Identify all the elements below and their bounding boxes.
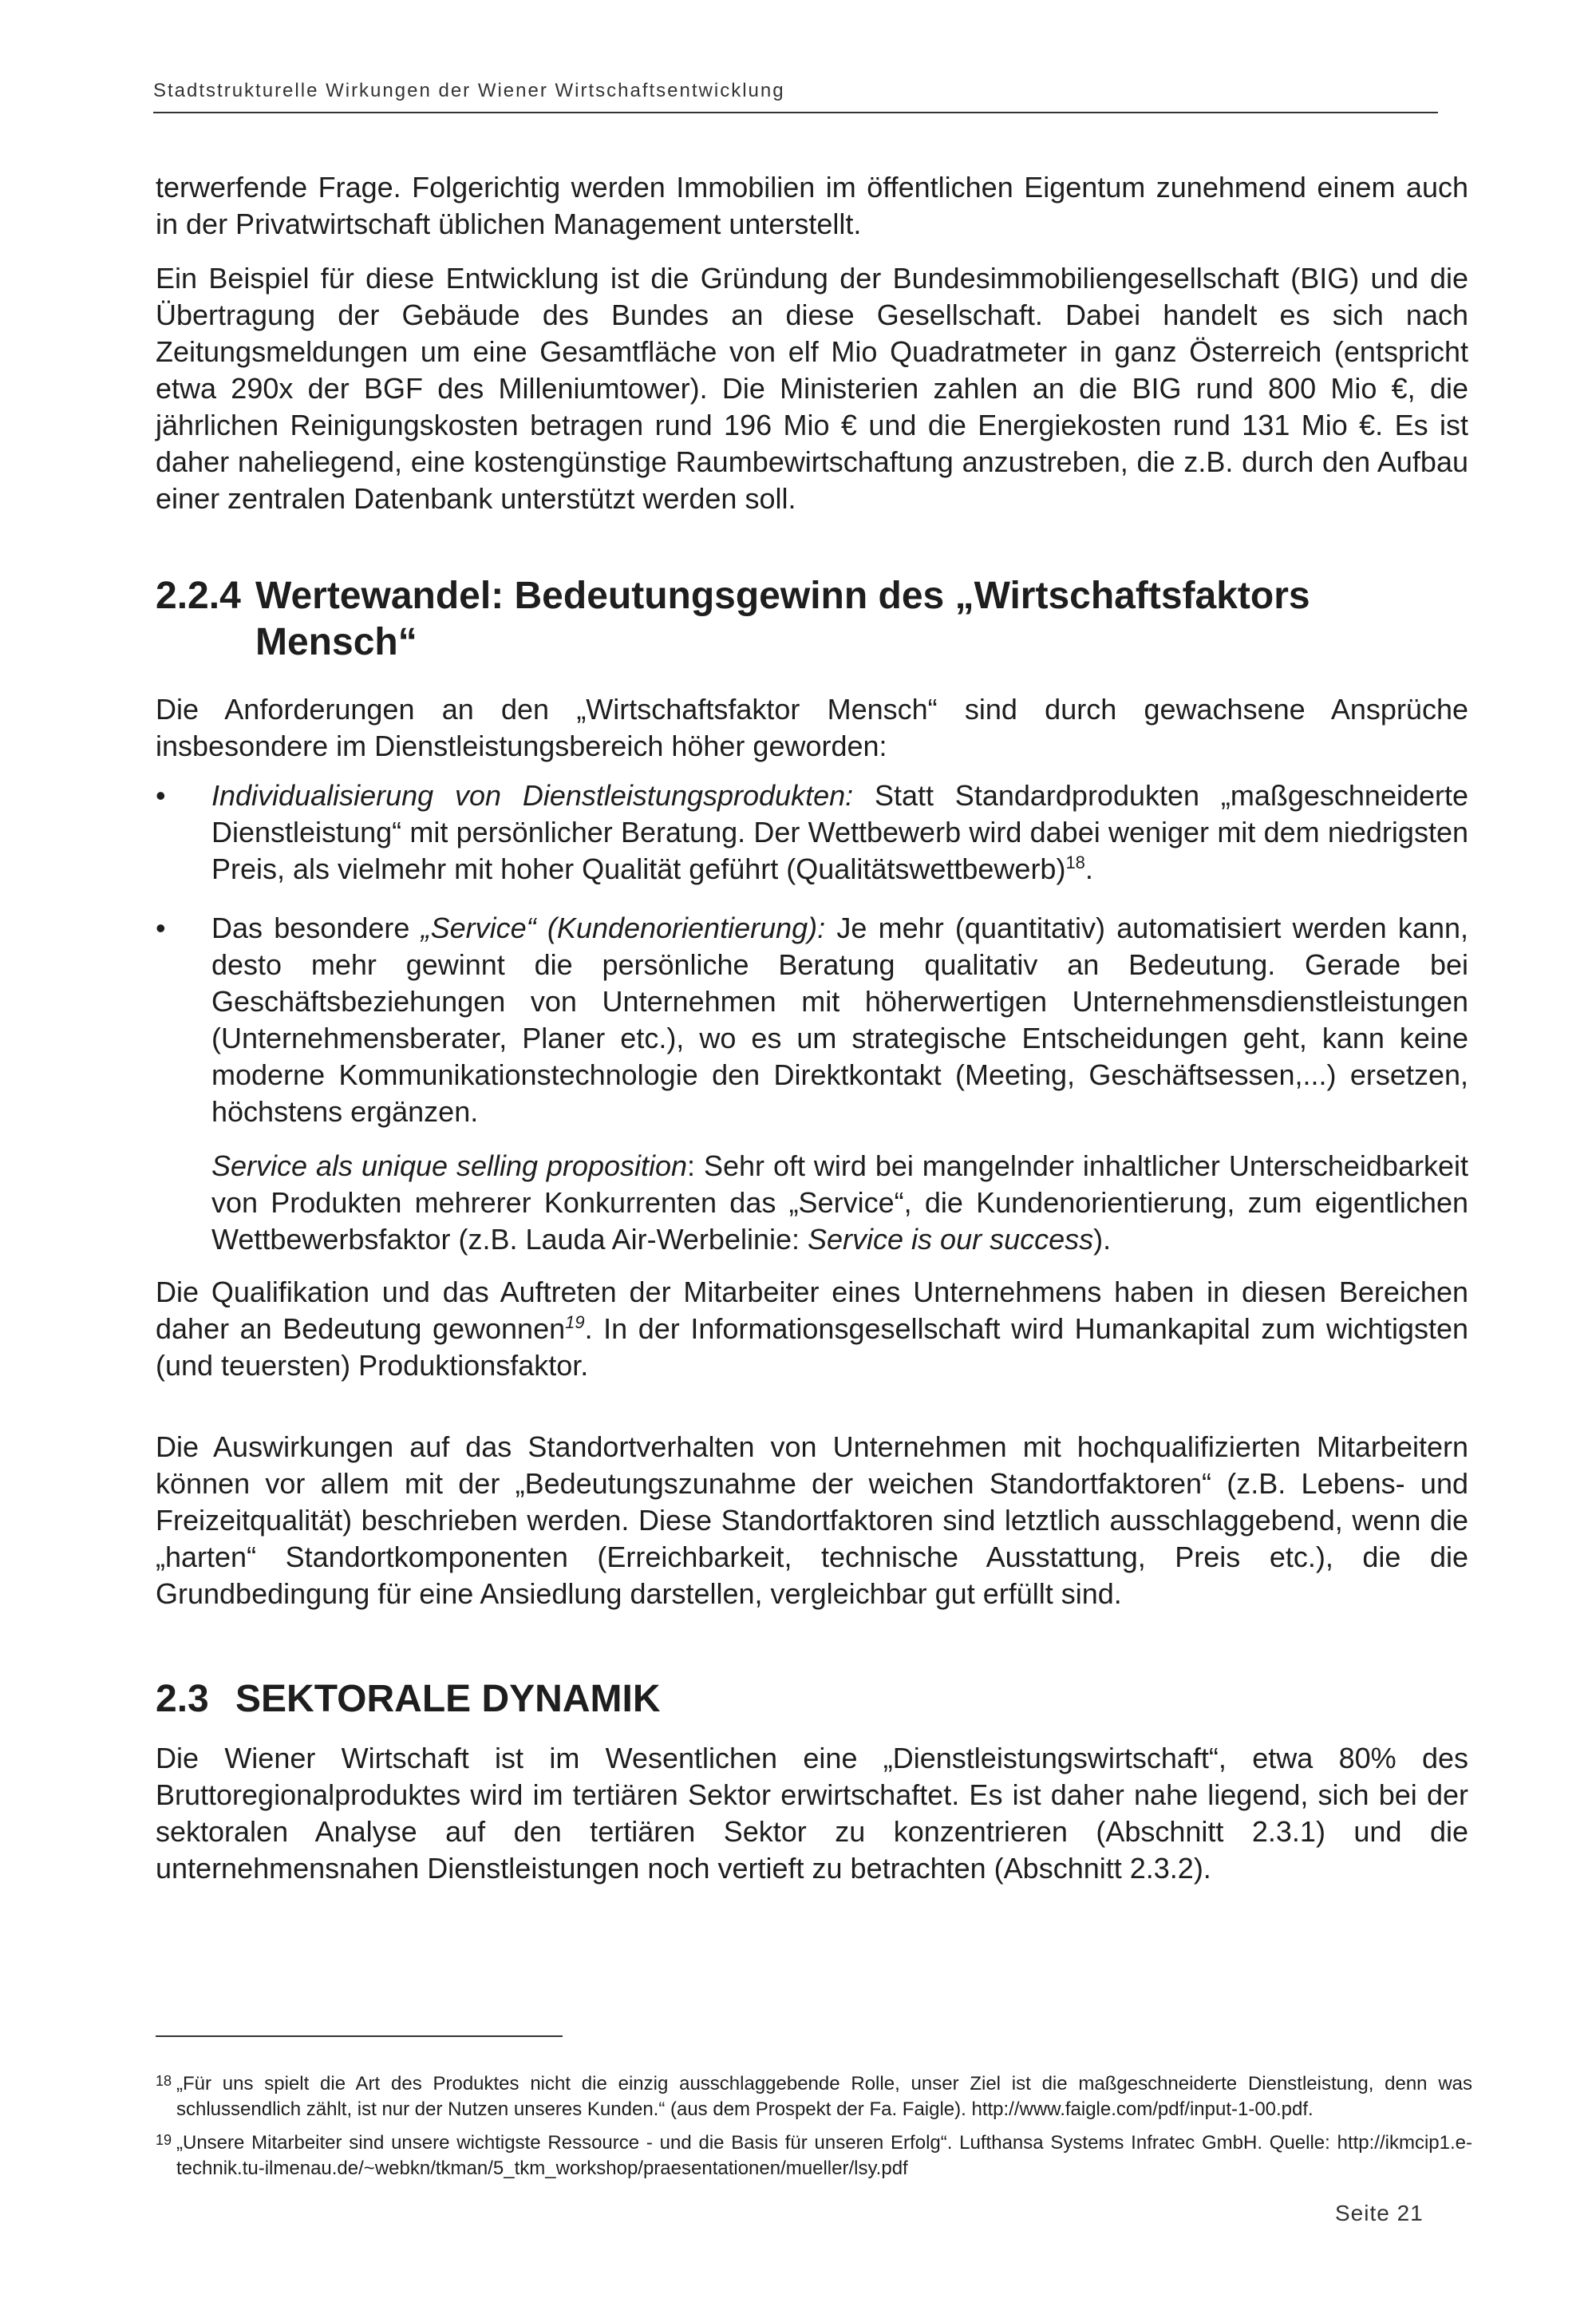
- usp-slogan: Service is our success: [808, 1223, 1094, 1256]
- paragraph: Die Auswirkungen auf das Standortverhalten von Unternehmen mit hochqualifizierten Mitarbeitern können vor allem mit der „Bedeutungszunahme der weichen Standortfaktoren“ (z.B. Lebens- und Freizeitqualität) beschrieben werden. Diese Standortfaktoren sind letztlich ausschlaggebend, wenn die „harten“ Standortkomponenten (Erreichbarkeit, technische Ausstattung, Preis etc.), die die Grundbedingung für eine Ansiedlung darstellen, vergleichbar gut erfüllt sind.: [156, 1430, 1468, 1610]
- item-prefix: Das besondere: [211, 912, 421, 944]
- paragraph: Die Anforderungen an den „Wirtschaftsfaktor Mensch“ sind durch gewachsene Ansprüche insbesondere im Dienstleistungsbereich höher geworden:: [156, 693, 1468, 762]
- footnote-mark: 18: [156, 2073, 172, 2089]
- item-lead: Individualisierung von Dienstleistungsprodukten:: [211, 779, 854, 812]
- section-heading-2-2-4: [156, 573, 1468, 666]
- section-title: SEKTORALE DYNAMIK: [235, 1678, 661, 1720]
- footnote-ref: 19: [565, 1312, 585, 1332]
- footnote-divider: [156, 2035, 563, 2037]
- item-text: Je mehr (quantitativ) automatisiert werden kann, desto mehr gewinnt die persönliche Beratung qualitativ an Bedeutung. Gerade bei Geschäftsbeziehungen von Unternehmen mit höherwertigen Unternehmensdienstleistungen (Unternehmensberater, Planer etc.), wo es um strategische Entscheidungen geht, kann keine moderne Kommunikationstechnologie den Direktkontakt (Meeting, Geschäftsessen,...) ersetzen, höchstens ergänzen.: [211, 912, 1468, 1128]
- usp-text: : Sehr oft wird bei mangelnder inhaltlicher Unterscheidbarkeit von Produkten mehrerer Konkurrenten das „Service“, die Kundenorientierung, zum eigentlichen Wettbewerbsfaktor (z.B. Lauda Air-Werbelinie:: [211, 1149, 1468, 1256]
- paragraph: Ein Beispiel für diese Entwicklung ist die Gründung der Bundesimmobiliengesellschaft (BIG) und die Übertragung der Gebäude des Bundes an diese Gesellschaft. Dabei handelt es sich nach Zeitungsmeldungen um eine Gesamtfläche von elf Mio Quadratmeter in ganz Österreich (entspricht etwa 290x der BGF des Milleniumtower). Die Ministerien zahlen an die BIG rund 800 Mio €, die jährlichen Reinigungskosten betragen rund 196 Mio € und die Energiekosten rund 131 Mio €. Es ist daher naheliegend, eine kostengünstige Raumbewirtschaftung anzustreben, die z.B. durch den Aufbau einer zentralen Datenbank unterstützt werden soll.: [156, 262, 1468, 515]
- running-header: Stadtstrukturelle Wirkungen der Wiener Wirtschaftsentwicklung: [153, 80, 785, 101]
- header-divider: [153, 112, 1438, 113]
- section-heading-2-3: [156, 1676, 1468, 1723]
- section-number: 2.2.4: [156, 575, 241, 617]
- paragraph: Die Wiener Wirtschaft ist im Wesentlichen eine „Dienstleistungswirtschaft“, etwa 80% des Bruttoregionalproduktes wird im tertiären Sektor erwirtschaftet. Es ist daher nahe liegend, sich bei der sektoralen Analyse auf den tertiären Sektor zu konzentrieren (Abschnitt 2.3.1) und die unternehmensnahen Dienstleistungen noch vertieft zu betrachten (Abschnitt 2.3.2).: [156, 1742, 1468, 1885]
- body-text: [156, 169, 1468, 1887]
- usp-lead: Service als unique selling proposition: [211, 1149, 688, 1182]
- usp-tail: ).: [1093, 1223, 1112, 1256]
- footnote-text: „Für uns spielt die Art des Produktes nicht die einzig ausschlaggebende Rolle, unser Ziel ist die maßgeschneiderte Dienstleistung, denn was schlussendlich zählt, ist nur der Nutzen unseres Kunden.“ (aus dem Prospekt der Fa. Faigle). http://www.faigle.com/pdf/input-1-00.pdf.: [176, 2073, 1472, 2120]
- bullet-icon: •: [156, 912, 166, 944]
- item-text: Statt Standardprodukten „maßgeschneiderte Dienstleistung“ mit persönlicher Beratung. Der Wettbewerb wird dabei weniger mit dem niedrigsten Preis, als vielmehr mit hoher Qualität geführt (Qualitätswettbewerb): [211, 779, 1469, 885]
- section-number: 2.3: [156, 1678, 209, 1720]
- footnotes: [156, 2071, 1472, 2189]
- bullet-list: [156, 777, 1468, 1130]
- footnote-mark: 19: [156, 2132, 172, 2148]
- list-item: [156, 777, 1468, 888]
- footnote-text: „Unsere Mitarbeiter sind unsere wichtigste Ressource - und die Basis für unseren Erfolg“. Lufthansa Systems Infratec GmbH. Quelle: http://ikmcip1.e-technik.tu-ilmenau.de/~webkn/tkman/5_tkm_workshop/praesentationen/mueller/lsy.pdf: [176, 2132, 1472, 2179]
- footnote-ref: 18: [1065, 852, 1085, 872]
- paragraph: [156, 1274, 1468, 1384]
- item-lead: „Service“ (Kundenorientierung):: [421, 912, 826, 944]
- paragraph: terwerfende Frage. Folgerichtig werden Immobilien im öffentlichen Eigentum zunehmend einem auch in der Privatwirtschaft üblichen Management unterstellt.: [156, 171, 1468, 240]
- qual-text: Die Qualifikation und das Auftreten der Mitarbeiter eines Unternehmens haben in diesen Bereichen daher an Bedeutung gewonnen: [156, 1276, 1468, 1345]
- section-title: Wertewandel: Bedeutungsgewinn des „Wirtschaftsfaktors Mensch“: [255, 575, 1310, 663]
- indented-paragraph: [156, 1148, 1468, 1258]
- list-item: [156, 910, 1468, 1130]
- item-tail: .: [1084, 852, 1093, 885]
- page-number: Seite 21: [1335, 2201, 1424, 2225]
- qual-tail: . In der Informationsgesellschaft wird Humankapital zum wichtigsten (und teuersten) Produktionsfaktor.: [156, 1312, 1469, 1382]
- footnote: [156, 2071, 1472, 2122]
- bullet-icon: •: [156, 779, 166, 812]
- footnote: [156, 2130, 1472, 2181]
